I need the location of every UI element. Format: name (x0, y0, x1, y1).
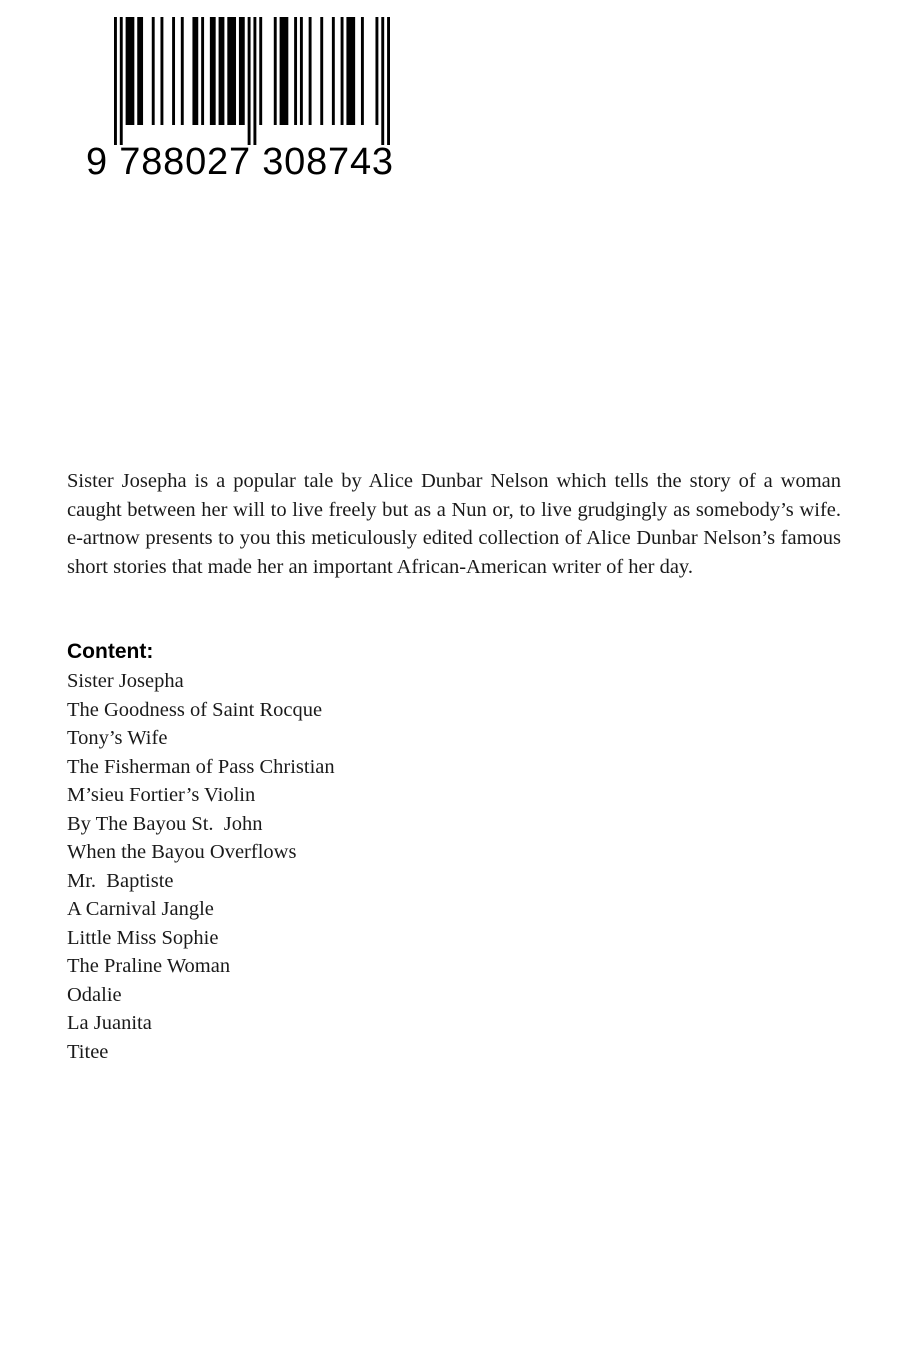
contents-item: Tony’s Wife (67, 727, 168, 749)
barcode-guard-bar (253, 17, 256, 145)
barcode-bar (126, 17, 135, 125)
barcode-bar (259, 17, 262, 125)
barcode-bar (172, 17, 175, 125)
barcode-bar (341, 17, 344, 125)
barcode-bar (192, 17, 198, 125)
barcode-bars-graphic (114, 17, 390, 145)
barcode-bar (361, 17, 364, 125)
contents-item: When the Bayou Overflows (67, 841, 297, 863)
contents-item: M’sieu Fortier’s Violin (67, 784, 256, 806)
contents-item: A Carnival Jangle (67, 898, 214, 920)
barcode-bar (137, 17, 143, 125)
barcode-guard-bar (387, 17, 390, 145)
barcode-bar (320, 17, 323, 125)
contents-heading: Content: (67, 640, 154, 663)
barcode-guard-bar (114, 17, 117, 145)
barcode-bar (274, 17, 277, 125)
contents-item: The Fisherman of Pass Christian (67, 755, 335, 778)
barcode-bar (280, 17, 289, 125)
book-description: Sister Josepha is a popular tale by Alice Dunbar Nelson which tells the story of a woman caught between her will to live freely but as a Nun or, to live grudgingly as somebody’s wife. e-artnow presents to you this meticulously edited collection of Alice Dunbar Nelson’s famous short stories that made her an important African-American writer of her day. (67, 470, 841, 579)
contents-item: Titee (67, 1040, 109, 1063)
contents-item: The Goodness of Saint Rocque (67, 698, 323, 721)
barcode-bar (152, 17, 155, 125)
barcode-bar (239, 17, 245, 125)
isbn-number: 9 788027 308743 (86, 141, 394, 183)
contents-item: Mr. Baptiste (67, 869, 174, 892)
contents-list (67, 667, 335, 1066)
contents-item: By The Bayou St. John (67, 812, 263, 835)
barcode-bar (332, 17, 335, 125)
barcode-bar (160, 17, 163, 125)
contents-item: Little Miss Sophie (67, 926, 219, 949)
barcode-bar (309, 17, 312, 125)
barcode-bar (375, 17, 378, 125)
barcode-guard-bar (120, 17, 123, 145)
barcode-bar (300, 17, 303, 125)
barcode-bar (219, 17, 225, 125)
isbn-barcode (86, 17, 394, 183)
contents-item: Odalie (67, 983, 122, 1006)
barcode-guard-bar (381, 17, 384, 145)
barcode-bar (181, 17, 184, 125)
barcode-bar (210, 17, 216, 125)
barcode-bar (227, 17, 236, 125)
barcode-bar (346, 17, 355, 125)
barcode-bar (294, 17, 297, 125)
barcode-bar (201, 17, 204, 125)
contents-item: The Praline Woman (67, 955, 231, 977)
contents-item: La Juanita (67, 1012, 152, 1034)
contents-item: Sister Josepha (67, 670, 184, 692)
barcode-guard-bar (248, 17, 251, 145)
